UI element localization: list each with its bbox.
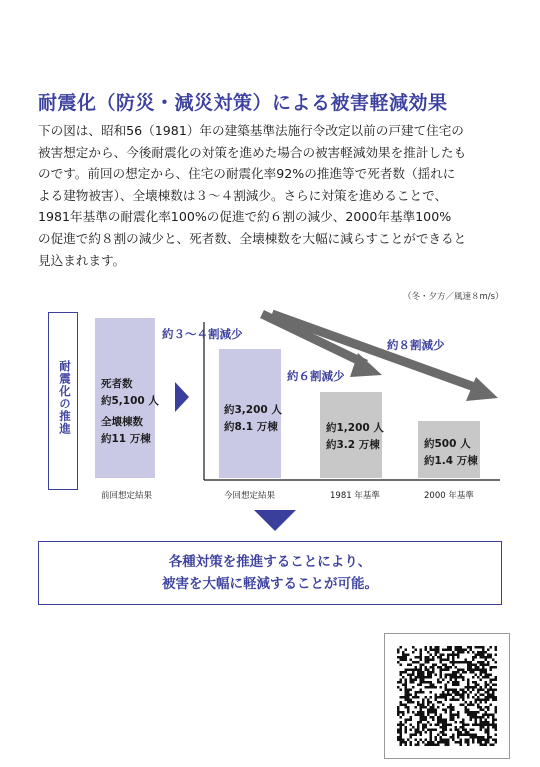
xlabel-current: 今回想定結果 — [224, 491, 276, 501]
xlabel-2000: 2000 年基準 — [424, 491, 474, 501]
down-arrow-icon — [254, 510, 296, 531]
paragraph-line: の促進で約８割の減少と、死者数、全壊棟数を大幅に減らすことができると — [38, 230, 467, 246]
paragraph-line: 下の図は、昭和56（1981）年の建築基準法施行令改定以前の戸建て住宅の — [38, 123, 464, 138]
paragraph-line: 1981年基準の耐震化率100%の促進で約６割の減少、2000年基準100% — [38, 209, 452, 225]
xlabel-1981: 1981 年基準 — [330, 491, 380, 501]
paragraph-line: よる建物被害）、全壊棟数は３～４割減少。さらに対策を進めることで、 — [38, 187, 448, 203]
paragraph-line: のです。前回の想定から、住宅の耐震化率92%の推進等で死者数（揺れに — [38, 166, 456, 182]
bar-current-line: 約3,200 人 — [224, 404, 282, 416]
callout-reduction-8: 約８割減少 — [387, 338, 445, 352]
xlabel-prev: 前回想定結果 — [101, 491, 153, 501]
condition-note: （冬・夕方／風速８m/s） — [403, 292, 504, 302]
bar-current-label — [224, 402, 282, 436]
bar-current-line: 約8.1 万棟 — [224, 421, 278, 433]
bar-prev-label — [101, 376, 159, 448]
result-line-1: 各種対策を推進することにより、 — [168, 554, 372, 570]
bar-1981-label — [326, 420, 384, 454]
bar-prev-line: 全壊棟数 — [101, 416, 143, 428]
paragraph-line: 見込まれます。 — [38, 252, 126, 268]
callout-reduction-6: 約６割減少 — [287, 369, 345, 383]
bar-prev-line: 約11 万棟 — [101, 433, 151, 445]
bar-2000-label — [424, 436, 478, 470]
bar-2000-line: 約500 人 — [424, 438, 471, 450]
paragraph-line: 被害想定から、今後耐震化の対策を進めた場合の被害軽減効果を推計したも — [38, 144, 467, 160]
bar-1981-line: 約1,200 人 — [326, 422, 384, 434]
result-box — [38, 541, 502, 605]
side-label: 耐震化の推進 — [58, 360, 72, 435]
qr-frame — [384, 633, 510, 759]
bar-prev-line: 約5,100 人 — [101, 395, 159, 407]
bar-1981-line: 約3.2 万棟 — [326, 439, 380, 451]
callout-reduction-3-4: 約３～４割減少 — [162, 327, 243, 341]
bar-2000-line: 約1.4 万棟 — [424, 455, 478, 467]
progress-arrow-icon — [175, 382, 189, 412]
qr-code-icon[interactable] — [397, 646, 497, 746]
bar-prev-line: 死者数 — [101, 378, 133, 390]
section-title: 耐震化（防災・減災対策）による被害軽減効果 — [38, 92, 448, 114]
result-line-2: 被害を大幅に軽減することが可能。 — [162, 576, 378, 592]
